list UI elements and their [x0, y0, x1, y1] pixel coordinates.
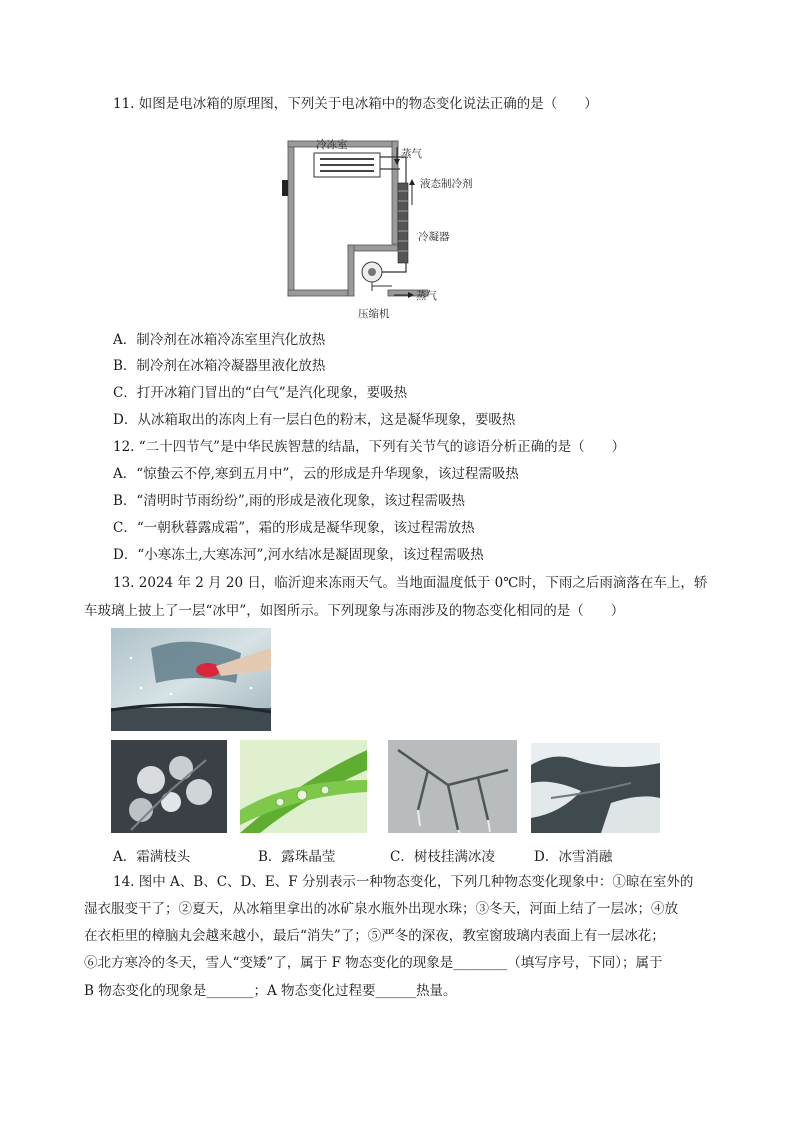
- q12-option-b: B．“清明时节雨纷纷”,雨的形成是液化现象，该过程需吸热: [113, 493, 466, 509]
- q12-stem: 12. “二十四节气”是中华民族智慧的结晶，下列有关节气的谚语分析正确的是（ ）: [113, 439, 626, 455]
- q13-caption-b: B．露珠晶莹: [258, 849, 336, 865]
- refrigerator-diagram-svg: [280, 135, 480, 325]
- q11-option-c: C．打开冰箱门冒出的“白气”是汽化现象，要吸热: [113, 385, 408, 401]
- q13-caption-d: D．冰雪消融: [534, 849, 613, 865]
- q14-line2: 湿衣服变干了；②夏天，从冰箱里拿出的冰矿泉水瓶外出现水珠；③冬天，河面上结了一层冰；④放: [84, 901, 678, 917]
- label-vapor-top: 蒸气: [401, 148, 422, 160]
- label-compressor: 压缩机: [358, 308, 390, 320]
- q13-caption-a: A．霜满枝头: [113, 849, 191, 865]
- label-condenser: 冷凝器: [418, 231, 450, 243]
- frost-leaves-photo: [111, 740, 227, 833]
- label-liquid-refrigerant: 液态制冷剂: [420, 178, 473, 190]
- frozen-windshield-photo: [111, 628, 271, 731]
- label-freezer: 冷冻室: [316, 139, 348, 151]
- q14-line5: B 物态变化的现象是_______；A 物态变化过程要______热量。: [84, 983, 457, 999]
- q14-line1: 14. 图中 A、B、C、D、E、F 分别表示一种物态变化，下列几种物态变化现象中：①晾在室外的: [113, 874, 694, 890]
- q11-option-b: B．制冷剂在冰箱冷凝器里液化放热: [113, 358, 326, 374]
- q11-option-a: A．制冷剂在冰箱冷冻室里汽化放热: [113, 332, 326, 348]
- q11-option-d: D．从冰箱取出的冻肉上有一层白色的粉末，这是凝华现象，要吸热: [113, 412, 516, 428]
- q12-option-c: C．“一朝秋暮露成霜”，霜的形成是凝华现象，该过程需放热: [113, 520, 475, 536]
- q14-line3: 在衣柜里的樟脑丸会越来越小，最后“消失”了；⑤严冬的深夜，教室窗玻璃内表面上有一层冰花；: [84, 928, 665, 944]
- melting-snow-photo: [531, 743, 660, 833]
- q13-stem-line2: 车玻璃上披上了一层“冰甲”，如图所示。下列现象与冻雨涉及的物态变化相同的是（ ）: [84, 603, 625, 619]
- q13-stem-line1: 13. 2024 年 2 月 20 日，临沂迎来冻雨天气。当地面温度低于 0℃时，下雨之后雨滴落在车上，轿: [113, 575, 708, 591]
- icicle-branches-photo: [388, 740, 517, 833]
- q12-option-d: D．“小寒冻土,大寒冻河”,河水结冰是凝固现象，该过程需吸热: [113, 547, 484, 563]
- label-vapor-bottom: 蒸气: [416, 290, 437, 302]
- dew-drops-photo: [240, 740, 367, 833]
- refrigerator-diagram: [280, 135, 480, 325]
- q12-option-a: A．“惊蛰云不停,寒到五月中”，云的形成是升华现象，该过程需吸热: [113, 466, 519, 482]
- q13-caption-c: C．树枝挂满冰凌: [390, 849, 495, 865]
- q11-stem: 11. 如图是电冰箱的原理图，下列关于电冰箱中的物态变化说法正确的是（ ）: [113, 96, 598, 112]
- q14-line4: ⑥北方寒冷的冬天，雪人“变矮”了，属于 F 物态变化的现象是________（填写序号，下同）；属于: [84, 955, 663, 971]
